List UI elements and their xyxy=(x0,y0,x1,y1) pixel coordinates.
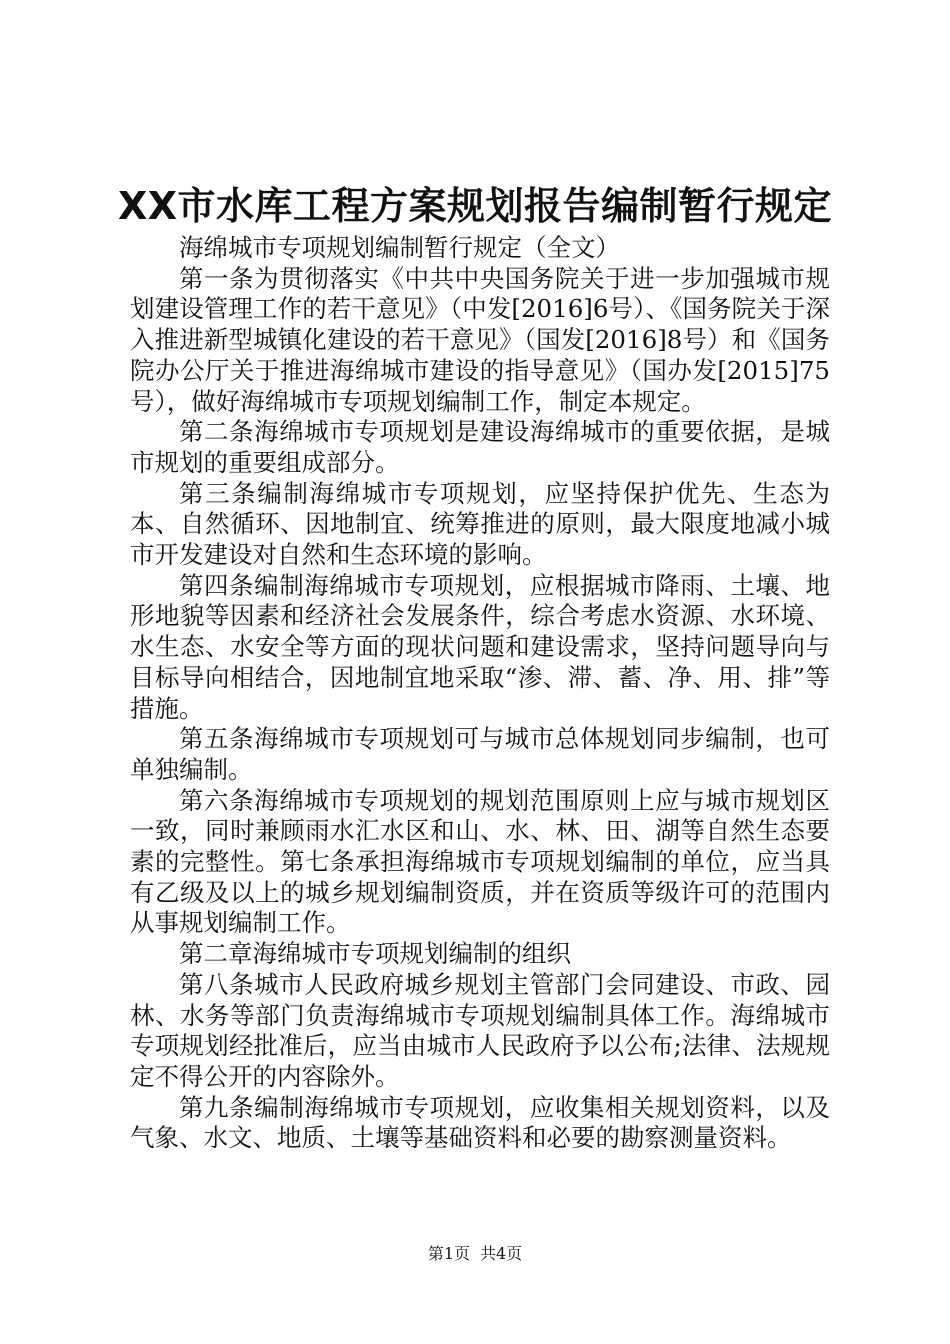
article-6-7: 第六条海绵城市专项规划的规划范围原则上应与城市规划区一致，同时兼顾雨水汇水区和山、水、林、田、湖等自然生态要素的完整性。第七条承担海绵城市专项规划编制的单位，应当具有乙级及以上的城乡规划编制资质，并在资质等级许可的范围内从事规划编制工作。 xyxy=(130,785,830,938)
document-body xyxy=(130,233,830,1154)
doc-subtitle: 海绵城市专项规划编制暂行规定（全文） xyxy=(179,233,620,262)
article-1: 第一条为贯彻落实《中共中央国务院关于进一步加强城市规划建设管理工作的若干意见》（中发[2016]6号）、《国务院关于深入推进新型城镇化建设的若干意见》（国发[2016]8号）和《国务院办公厅关于推进海绵城市建设的指导意见》（国办发[2015]75号），做好海绵城市专项规划编制工作，制定本规定。 xyxy=(130,263,830,416)
article-8: 第八条城市人民政府城乡规划主管部门会同建设、市政、园林、水务等部门负责海绵城市专项规划编制具体工作。海绵城市专项规划经批准后，应当由城市人民政府予以公布;法律、法规规定不得公开的内容除外。 xyxy=(130,969,830,1091)
page-total: 共4页 xyxy=(480,1244,523,1263)
article-5: 第五条海绵城市专项规划可与城市总体规划同步编制，也可单独编制。 xyxy=(130,724,830,784)
document-title: XX市水库工程方案规划报告编制暂行规定 xyxy=(117,184,833,228)
article-4: 第四条编制海绵城市专项规划，应根据城市降雨、土壤、地形地貌等因素和经济社会发展条件，综合考虑水资源、水环境、水生态、水安全等方面的现状问题和建设需求，坚持问题导向与目标导向相结合，因地制宜地采取“渗、滞、蓄、净、用、排”等措施。 xyxy=(130,570,830,723)
page-footer xyxy=(0,1243,950,1265)
article-9: 第九条编制海绵城市专项规划，应收集相关规划资料，以及气象、水文、地质、土壤等基础资料和必要的勘察测量资料。 xyxy=(130,1092,830,1153)
article-3: 第三条编制海绵城市专项规划，应坚持保护优先、生态为本、自然循环、因地制宜、统筹推进的原则，最大限度地减小城市开发建设对自然和生态环境的影响。 xyxy=(130,478,830,570)
article-2: 第二条海绵城市专项规划是建设海绵城市的重要依据，是城市规划的重要组成部分。 xyxy=(130,417,830,477)
page-number: 第1页 xyxy=(427,1244,470,1263)
chapter-2-heading: 第二章海绵城市专项规划编制的组织 xyxy=(179,939,571,969)
